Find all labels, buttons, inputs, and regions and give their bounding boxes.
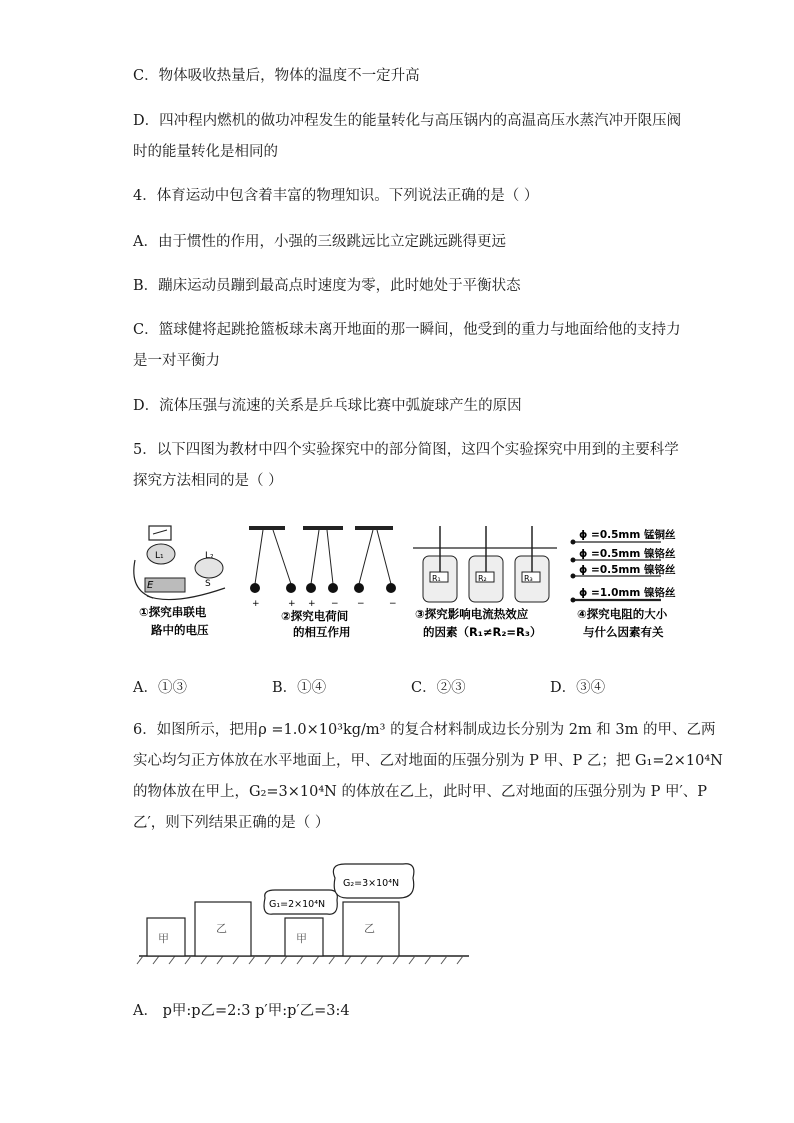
q5-caption2-a: ②探究电荷间 (281, 609, 349, 623)
q5-caption4-a: ④探究电阻的大小 (577, 607, 668, 621)
q5-caption4-b: 与什么因素有关 (583, 625, 664, 639)
svg-text:−: − (357, 599, 365, 609)
q5-panel-wires (571, 528, 676, 639)
q5-option-a[interactable]: A．①③ (133, 680, 187, 696)
q5-stem-line1: 5．以下四图为教材中四个实验探究中的部分简图，这四个实验探究中用到的主要科学 (133, 442, 679, 458)
q5-stem-line2: 探究方法相同的是（ ） (133, 473, 283, 489)
q4-stem: 4．体育运动中包含着丰富的物理知识。下列说法正确的是（ ） (133, 188, 539, 204)
q6-stem-line4: 乙′，则下列结果正确的是（ ） (133, 815, 330, 831)
q5-label-e: E (147, 580, 154, 591)
q6-label-yi-loaded: 乙 (364, 922, 375, 935)
q5-caption3-a: ③探究影响电流热效应 (415, 607, 529, 621)
q4-option-d: D．流体压强与流速的关系是乒乓球比赛中弧旋球产生的原因 (133, 398, 522, 414)
q5-caption2-b: 的相互作用 (293, 625, 351, 639)
q5-label-l1: L₁ (155, 551, 164, 561)
q6-stem-line3: 的物体放在甲上，G₂=3×10⁴N 的体放在乙上，此时甲、乙对地面的压强分别为 P 甲′、P (133, 784, 708, 800)
q5-caption1-b: 路中的电压 (151, 623, 209, 637)
q5-label-r3: R₃ (524, 574, 533, 583)
q5-label-r2: R₂ (478, 574, 487, 583)
q5-wire2: ϕ =0.5mm 镍铬丝 (579, 548, 676, 560)
q5-caption3-b: 的因素（R₁≠R₂=R₃） (423, 625, 542, 639)
q6-load-g1: G₁=2×10⁴N (269, 899, 326, 910)
q5-caption1-a: ①探究串联电 (139, 605, 207, 619)
q5-label-r1: R₁ (432, 574, 441, 583)
q5-wire3: ϕ =0.5mm 镍铬丝 (579, 564, 676, 576)
svg-text:−: − (389, 599, 397, 609)
q6-figure (133, 858, 473, 974)
q3-option-c: C．物体吸收热量后，物体的温度不一定升高 (133, 68, 420, 84)
q3-option-d-line1: D．四冲程内燃机的做功冲程发生的能量转化与高压锅内的高温高压水蒸汽冲开限压阀 (133, 113, 682, 129)
q5-panel-heating (413, 526, 557, 639)
q4-option-b: B．蹦床运动员蹦到最高点时速度为零，此时她处于平衡状态 (133, 278, 521, 294)
q5-figure (133, 520, 676, 650)
q6-stem-line1: 6．如图所示，把用ρ =1.0×10³kg/m³ 的复合材料制成边长分别为 2m 和 3m 的甲、乙两 (133, 722, 716, 738)
q5-wire1: ϕ =0.5mm 锰铜丝 (579, 529, 676, 541)
q5-wire4: ϕ =1.0mm 镍铬丝 (579, 587, 676, 599)
q4-option-c-line2: 是一对平衡力 (133, 353, 220, 369)
q6-option-a[interactable]: A． p甲:p乙=2:3 p′甲:p′乙=3:4 (133, 1003, 350, 1019)
q5-options (133, 676, 689, 697)
q6-stem-line2: 实心均匀正方体放在水平地面上，甲、乙对地面的压强分别为 P 甲、P 乙；把 G₁=2×10⁴N (133, 753, 723, 769)
q3-option-d-line2: 时的能量转化是相同的 (133, 144, 278, 160)
q5-label-l2: L₂ (205, 551, 214, 561)
q5-label-s: S (205, 579, 211, 589)
q4-option-a: A．由于惯性的作用，小强的三级跳远比立定跳远跳得更远 (133, 234, 506, 250)
q6-label-jia: 甲 (158, 932, 169, 945)
q6-load-g2: G₂=3×10⁴N (343, 878, 400, 889)
q5-option-b[interactable]: B．①④ (272, 680, 327, 696)
q4-option-c-line1: C．篮球健将起跳抢篮板球未离开地面的那一瞬间，他受到的重力与地面给他的支持力 (133, 322, 681, 338)
svg-text:−: − (331, 599, 339, 609)
svg-text:+: + (308, 599, 316, 609)
q5-panel-series-circuit (134, 526, 225, 637)
q5-panel-charges (249, 526, 397, 639)
svg-text:+: + (288, 599, 296, 609)
q6-label-jia-loaded: 甲 (296, 932, 307, 945)
q5-option-d[interactable]: D．③④ (550, 680, 606, 696)
q5-option-c[interactable]: C．②③ (411, 680, 466, 696)
svg-text:+: + (252, 599, 260, 609)
q6-label-yi: 乙 (216, 922, 227, 935)
